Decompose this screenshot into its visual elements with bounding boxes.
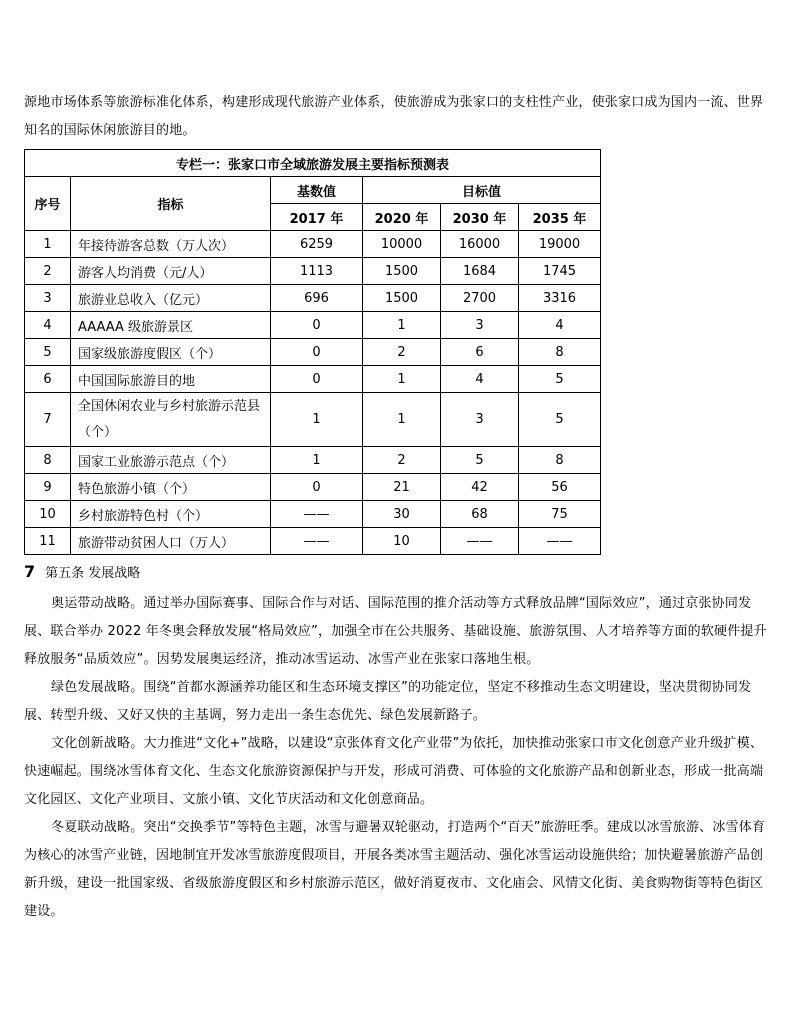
- value-cell: 1113: [271, 258, 363, 285]
- value-cell: 30: [363, 501, 441, 528]
- value-cell: 8: [519, 339, 601, 366]
- strategy-paragraph: 冬夏联动战略。突出“交换季节”等特色主题，冰雪与避暑双轮驱动，打造两个“百天”旅游旺季。建成以冰雪旅游、冰雪体育为核心的冰雪产业链，因地制宜开发冰雪旅游度假项目，开展各类冰雪主题活动、强化冰雪运动设施供给；加快避暑旅游产品创新升级，建设一批国家级、省级旅游度假区和乡村旅游示范区，做好消夏夜市、文化庙会、风情文化街、美食购物街等特色街区建设。: [24, 820, 766, 919]
- value-cell: 1500: [363, 258, 441, 285]
- indicator-name: 年接待游客总数（万人次）: [71, 231, 271, 258]
- indicator-name: 乡村旅游特色村（个）: [71, 501, 271, 528]
- value-cell: 3: [441, 312, 519, 339]
- value-cell: 42: [441, 474, 519, 501]
- value-cell: 1: [363, 366, 441, 393]
- indicator-name: 游客人均消费（元/人）: [71, 258, 271, 285]
- value-cell: 4: [441, 366, 519, 393]
- value-cell: 1: [363, 393, 441, 447]
- value-cell: 75: [519, 501, 601, 528]
- header-year: 2017 年: [271, 204, 363, 231]
- value-cell: 2700: [441, 285, 519, 312]
- row-number: 9: [25, 474, 71, 501]
- table-row: [25, 501, 601, 528]
- value-cell: 1500: [363, 285, 441, 312]
- article-title: 第五条 发展战略: [45, 566, 141, 581]
- value-cell: 0: [271, 312, 363, 339]
- page-number: 7: [24, 562, 36, 581]
- row-number: 5: [25, 339, 71, 366]
- value-cell: 2: [363, 447, 441, 474]
- table-row: [25, 366, 601, 393]
- table-row: [25, 258, 601, 285]
- value-cell: 1: [271, 447, 363, 474]
- indicator-name: 旅游业总收入（亿元）: [71, 285, 271, 312]
- indicator-table: [24, 149, 601, 555]
- indicator-name: 国家工业旅游示范点（个）: [71, 447, 271, 474]
- indicator-name: 旅游带动贫困人口（万人）: [71, 528, 271, 555]
- value-cell: 0: [271, 474, 363, 501]
- row-number: 4: [25, 312, 71, 339]
- value-cell: 21: [363, 474, 441, 501]
- strategy-paragraph: 文化创新战略。大力推进“文化+”战略，以建设“京张体育文化产业带”为依托，加快推动张家口市文化创意产业升级扩模、快速崛起。围绕冰雪体育文化、生态文化旅游资源保护与开发，形成可消费、可体验的文化旅游产品和创新业态，形成一批高端文化园区、文化产业项目、文旅小镇、文化节庆活动和文化创意商品。: [24, 736, 764, 807]
- header-year: 2035 年: [519, 204, 601, 231]
- indicator-name: AAAAA 级旅游景区: [71, 312, 271, 339]
- value-cell: ——: [519, 528, 601, 555]
- table-title: 专栏一：张家口市全域旅游发展主要指标预测表: [25, 150, 601, 177]
- value-cell: 1745: [519, 258, 601, 285]
- indicator-name: 全国休闲农业与乡村旅游示范县（个）: [71, 393, 271, 447]
- value-cell: 6: [441, 339, 519, 366]
- header-target: 目标值: [363, 177, 601, 204]
- row-number: 10: [25, 501, 71, 528]
- header-base: 基数值: [271, 177, 363, 204]
- row-number: 7: [25, 393, 71, 447]
- indicator-name: 特色旅游小镇（个）: [71, 474, 271, 501]
- value-cell: ——: [271, 528, 363, 555]
- value-cell: 1684: [441, 258, 519, 285]
- value-cell: 19000: [519, 231, 601, 258]
- row-number: 6: [25, 366, 71, 393]
- intro-paragraph: 源地市场体系等旅游标准化体系，构建形成现代旅游产业体系，使旅游成为张家口的支柱性产业，使张家口成为国内一流、世界知名的国际休闲旅游目的地。: [24, 95, 764, 138]
- strategy-paragraph: 奥运带动战略。通过举办国际赛事、国际合作与对话、国际范围的推介活动等方式释放品牌“国际效应”，通过京张协同发展、联合举办 2022 年冬奥会释放发展“格局效应”，加强全市在公共服务、基础设施、旅游氛围、人才培养等方面的软硬件提升释放服务“品质效应”。因势发展奥运经济，推动冰雪运动、冰雪产业在张家口落地生根。: [24, 596, 767, 667]
- table-row: [25, 231, 601, 258]
- header-year: 2030 年: [441, 204, 519, 231]
- value-cell: 10000: [363, 231, 441, 258]
- value-cell: 16000: [441, 231, 519, 258]
- row-number: 3: [25, 285, 71, 312]
- value-cell: ——: [271, 501, 363, 528]
- row-number: 8: [25, 447, 71, 474]
- table-row: [25, 393, 601, 447]
- article-heading-line: [24, 561, 140, 583]
- value-cell: 5: [519, 393, 601, 447]
- indicator-name: 中国国际旅游目的地: [71, 366, 271, 393]
- table-row: [25, 285, 601, 312]
- value-cell: 3316: [519, 285, 601, 312]
- indicator-name: 国家级旅游度假区（个）: [71, 339, 271, 366]
- table-title-row: [25, 150, 601, 177]
- value-cell: 1: [271, 393, 363, 447]
- header-year: 2020 年: [363, 204, 441, 231]
- value-cell: 5: [519, 366, 601, 393]
- value-cell: 10: [363, 528, 441, 555]
- value-cell: 5: [441, 447, 519, 474]
- header-indicator: 指标: [71, 177, 271, 231]
- value-cell: 2: [363, 339, 441, 366]
- header-no: 序号: [25, 177, 71, 231]
- value-cell: 4: [519, 312, 601, 339]
- value-cell: 68: [441, 501, 519, 528]
- table-row: [25, 339, 601, 366]
- value-cell: 0: [271, 339, 363, 366]
- table-row: [25, 528, 601, 555]
- value-cell: 3: [441, 393, 519, 447]
- table-header-row: [25, 177, 601, 204]
- row-number: 11: [25, 528, 71, 555]
- value-cell: 696: [271, 285, 363, 312]
- value-cell: 6259: [271, 231, 363, 258]
- row-number: 2: [25, 258, 71, 285]
- table-row: [25, 447, 601, 474]
- table-row: [25, 474, 601, 501]
- value-cell: 0: [271, 366, 363, 393]
- row-number: 1: [25, 231, 71, 258]
- value-cell: 8: [519, 447, 601, 474]
- value-cell: 1: [363, 312, 441, 339]
- value-cell: ——: [441, 528, 519, 555]
- value-cell: 56: [519, 474, 601, 501]
- table-row: [25, 312, 601, 339]
- strategy-paragraph: 绿色发展战略。围绕“首都水源涵养功能区和生态环境支撑区”的功能定位，坚定不移推动生态文明建设，坚决贯彻协同发展、转型升级、又好又快的主基调，努力走出一条生态优先、绿色发展新路子。: [24, 680, 752, 723]
